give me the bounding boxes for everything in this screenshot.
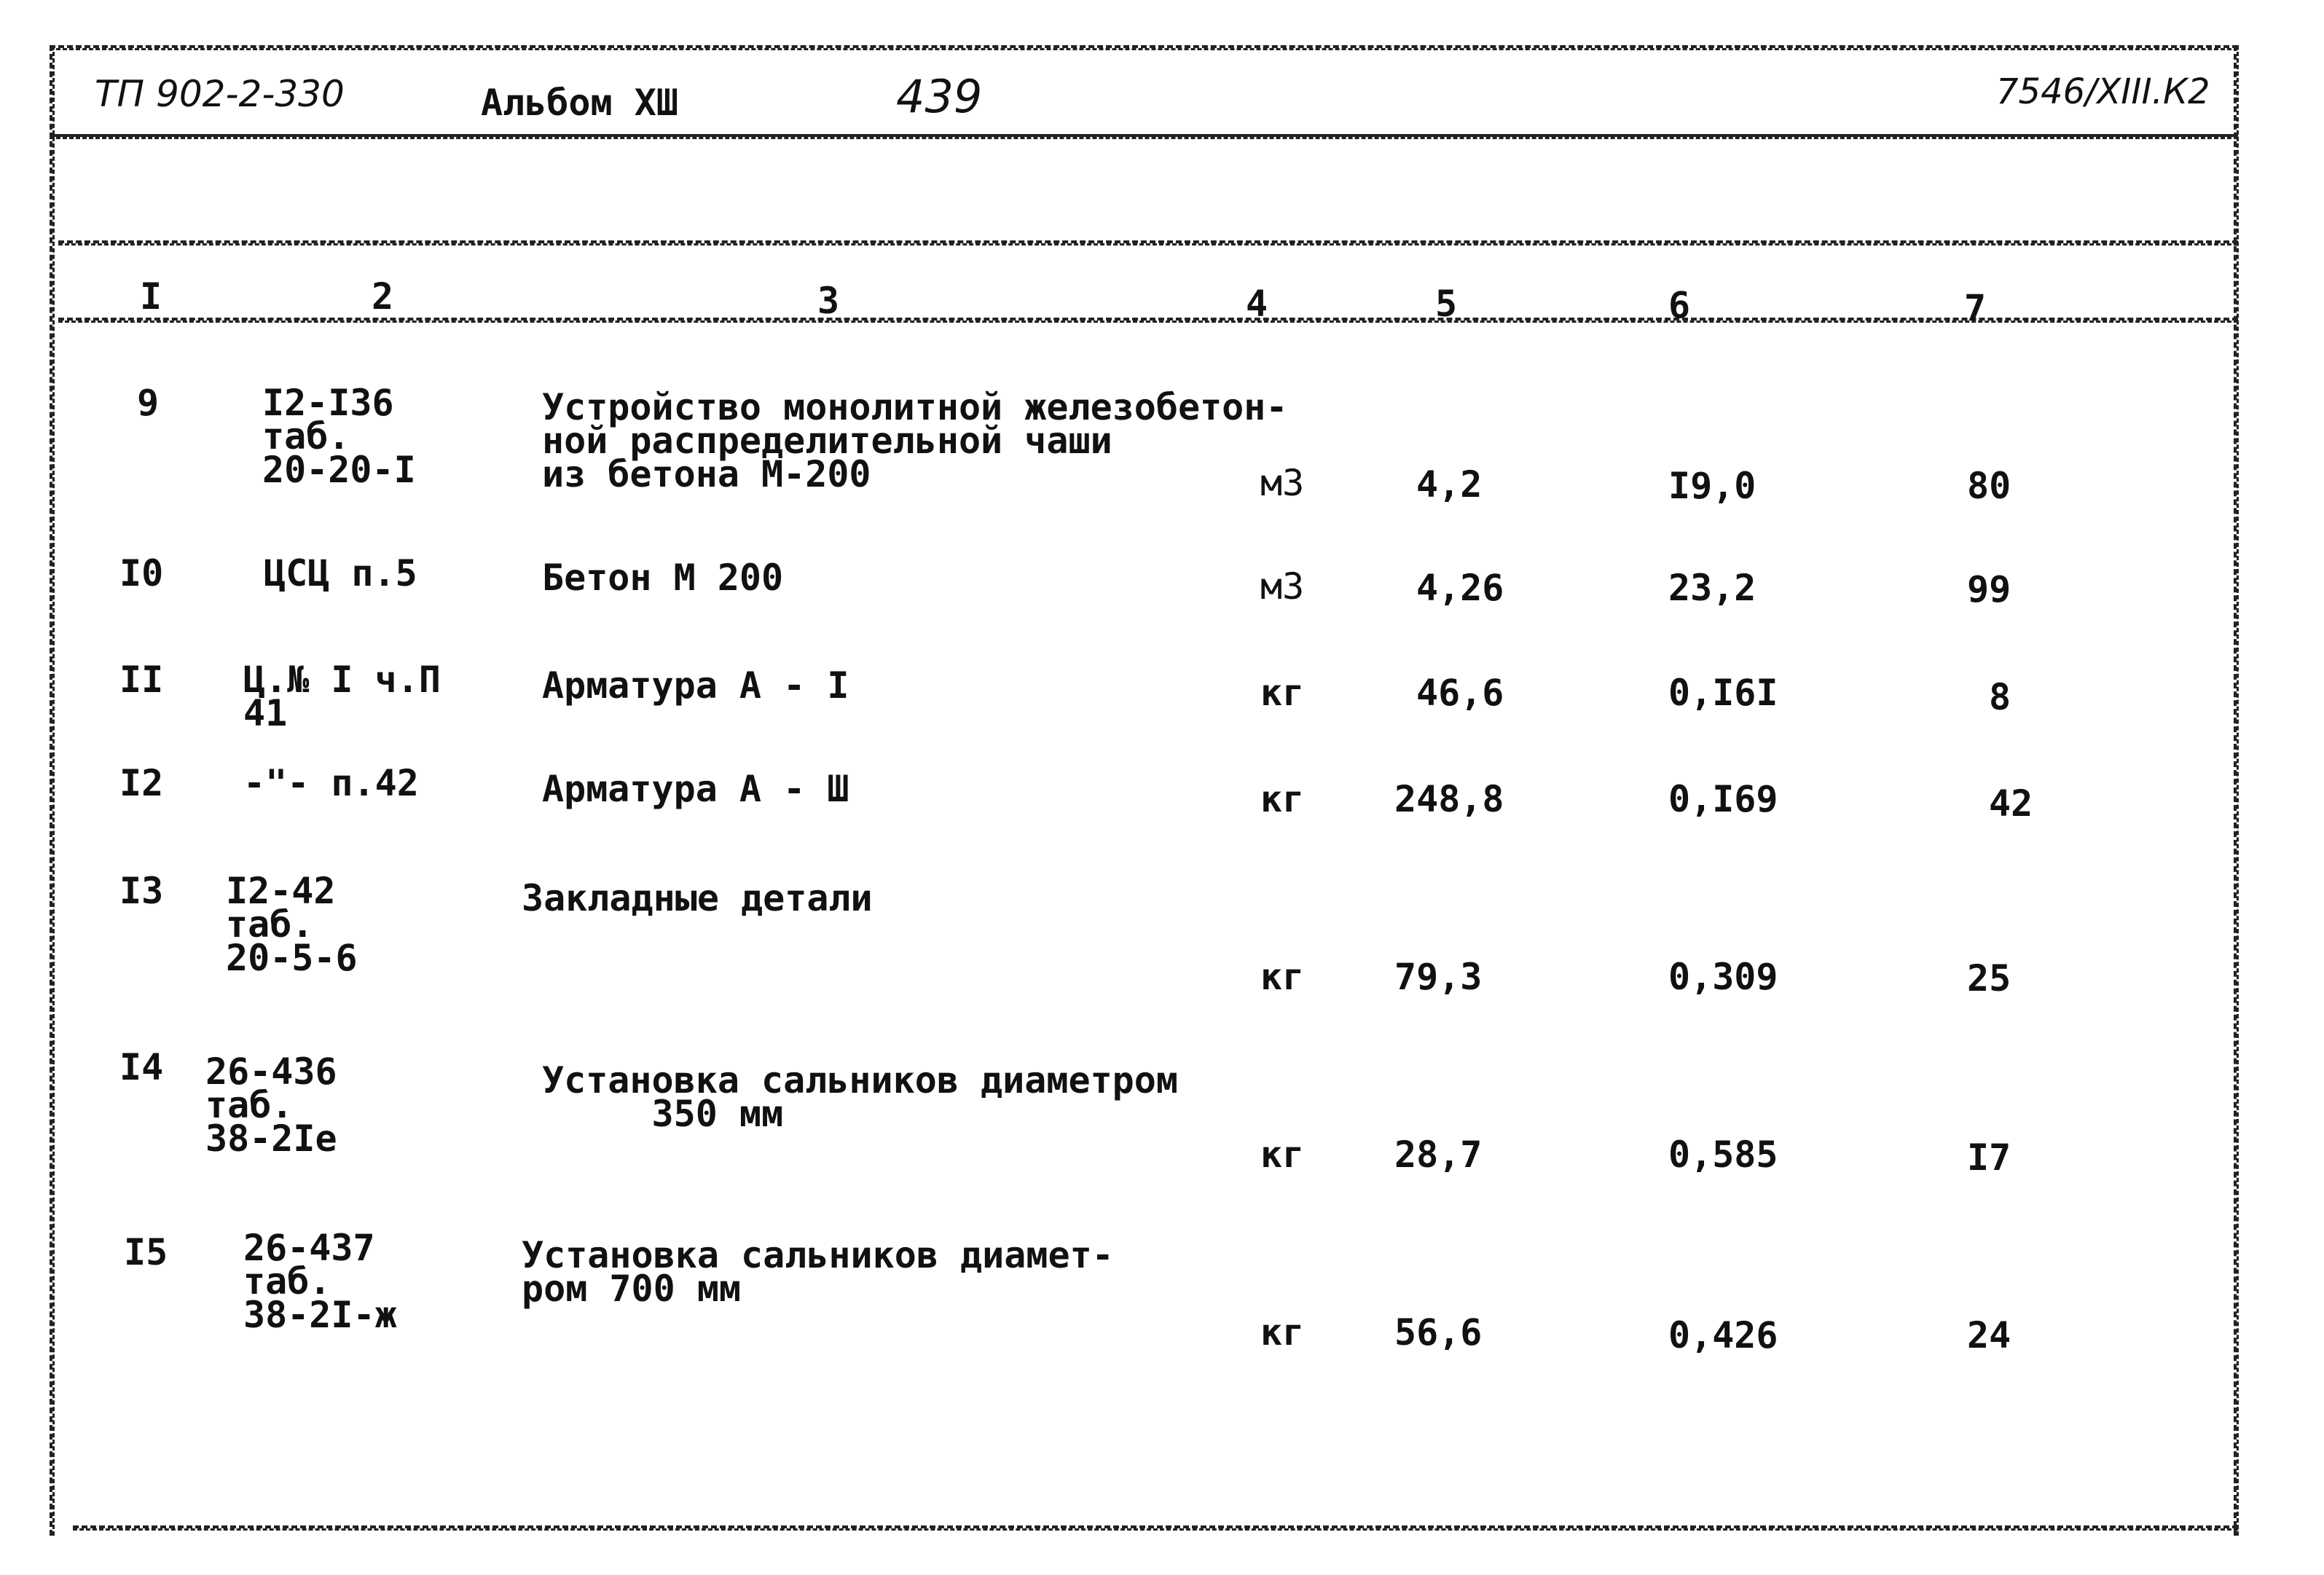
page-number: 439	[896, 70, 983, 123]
row-total: 42	[1989, 782, 2033, 825]
row-unit-price: 0,426	[1668, 1314, 1778, 1356]
row-number: I0	[119, 552, 164, 594]
row-number: I2	[119, 762, 164, 804]
row-quantity: 79,3	[1394, 956, 1483, 998]
row-unit-price: 0,309	[1668, 956, 1778, 998]
row-description: Установка сальников диамет- ром 700 мм	[522, 1234, 1114, 1310]
row-total: 25	[1967, 957, 2011, 999]
column-number-5: 5	[1435, 283, 1458, 325]
row-description: Арматура А - Ш	[542, 768, 849, 810]
row-unit-price: 0,I6I	[1668, 672, 1778, 714]
column-number-1: I	[140, 275, 162, 318]
table-top-line	[58, 240, 2238, 246]
column-number-2: 2	[372, 275, 394, 318]
row-unit-price: I9,0	[1668, 465, 1756, 507]
row-total: 80	[1967, 465, 2011, 507]
column-number-7: 7	[1964, 287, 1987, 329]
row-description: Установка сальников диаметром 350 мм	[542, 1059, 1178, 1135]
row-unit-price: 0,585	[1668, 1134, 1778, 1176]
row-quantity: 4,2	[1416, 463, 1483, 506]
column-number-3: 3	[817, 280, 840, 322]
row-description: Устройство монолитной железобетон- ной распределительной чаши из бетона М-200	[542, 386, 1288, 495]
row-description: Закладные детали	[522, 877, 873, 919]
project-code: ТП 902-2-330	[95, 73, 345, 115]
row-number: I3	[119, 870, 164, 912]
row-number: I5	[124, 1231, 168, 1273]
row-reference: 26-436 таб. 38-2Iе	[205, 1050, 337, 1160]
album-label: Альбом XШ	[481, 82, 678, 124]
header-divider-line	[50, 134, 2238, 139]
row-reference: Ц.№ I ч.П 41	[243, 659, 441, 734]
row-number: 9	[137, 382, 160, 424]
row-unit-price: 23,2	[1668, 567, 1756, 609]
row-total: I7	[1967, 1136, 2011, 1179]
row-total: 8	[1989, 676, 2011, 718]
row-reference: I2-42 таб. 20-5-6	[226, 870, 358, 979]
frame-left-border	[50, 45, 55, 1536]
row-unit: кг	[1260, 778, 1305, 820]
column-header-line	[58, 318, 2238, 323]
row-total: 99	[1967, 568, 2011, 610]
row-reference: -"- п.42	[243, 762, 419, 804]
row-reference: I2-I36 таб. 20-20-I	[262, 382, 416, 491]
row-reference: ЦСЦ п.5	[264, 552, 417, 594]
row-quantity: 248,8	[1394, 778, 1504, 820]
row-description: Бетон М 200	[542, 557, 784, 599]
frame-right-border	[2234, 45, 2239, 1536]
row-quantity: 4,26	[1416, 567, 1504, 609]
frame-bottom-border	[73, 1525, 2238, 1531]
row-quantity: 56,6	[1394, 1311, 1483, 1354]
column-number-4: 4	[1246, 283, 1268, 325]
column-number-6: 6	[1668, 284, 1691, 326]
row-unit: кг	[1260, 956, 1305, 998]
row-quantity: 46,6	[1416, 672, 1504, 714]
row-unit: м3	[1260, 462, 1305, 504]
row-unit: кг	[1260, 1311, 1305, 1354]
row-reference: 26-437 таб. 38-2I-ж	[243, 1227, 397, 1336]
row-unit-price: 0,I69	[1668, 778, 1778, 820]
row-unit: м3	[1260, 565, 1305, 608]
row-unit: кг	[1260, 672, 1305, 714]
row-total: 24	[1967, 1314, 2011, 1356]
document-reference: 7546/XIII.К2	[1996, 71, 2210, 112]
row-number: I4	[119, 1046, 164, 1088]
row-quantity: 28,7	[1394, 1134, 1483, 1176]
row-number: II	[119, 659, 164, 701]
row-description: Арматура А - I	[542, 664, 849, 707]
row-unit: кг	[1260, 1134, 1305, 1176]
frame-top-border	[50, 45, 2238, 50]
